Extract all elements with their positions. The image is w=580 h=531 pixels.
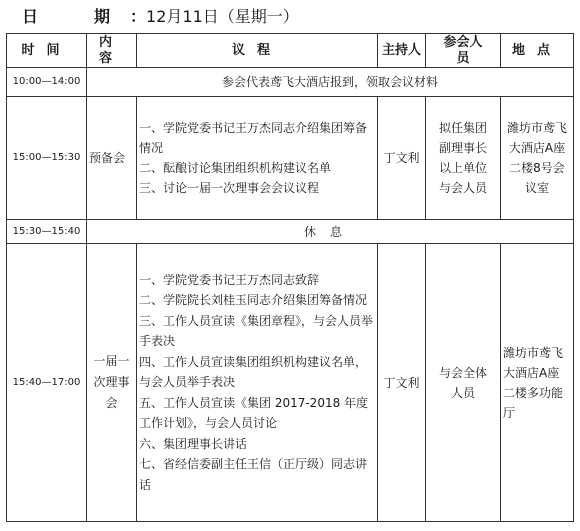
row-agenda: [137, 244, 378, 522]
agenda-item: 一、学院党委书记王万杰同志介绍集团筹备情况: [139, 121, 368, 155]
table-row: [7, 220, 574, 244]
row-attendees: 与会全体人员: [426, 244, 501, 522]
header-row: [7, 34, 574, 68]
header-time: 时间: [7, 34, 87, 68]
date-label: 日 期: [22, 7, 131, 26]
agenda-item: 二、酝酿讨论集团组织机构建议名单: [139, 161, 332, 175]
row-time: 15:40—17:00: [7, 244, 87, 522]
header-agenda: 议程: [137, 34, 378, 68]
row-attendees: 拟任集团副理事长以上单位与会人员: [426, 97, 501, 220]
agenda-item: 六、集团理事长讲话: [139, 436, 248, 451]
agenda-item: 三、讨论一届一次理事会会议议程: [139, 181, 320, 195]
date-value: 12月11日（星期一）: [146, 7, 299, 26]
row-place: 潍坊市鸢飞大酒店A座二楼8号会议室: [501, 97, 574, 220]
row-agenda: [137, 97, 378, 220]
table-row: [7, 97, 574, 220]
row-content: 预备会: [87, 97, 137, 220]
row-time: 15:00—15:30: [7, 97, 87, 220]
table-row: [7, 68, 574, 97]
agenda-item: 一、学院党委书记王万杰同志致辞: [139, 272, 320, 287]
row-host: 丁文利: [378, 244, 426, 522]
schedule-table: [6, 33, 574, 522]
agenda-item: 五、工作人员宣读《集团 2017-2018 年度工作计划》，与会人员讨论: [139, 395, 369, 431]
agenda-item: 二、学院院长刘桂玉同志介绍集团筹备情况: [139, 293, 368, 308]
row-time: 10:00—14:00: [7, 68, 87, 97]
agenda-item: 四、工作人员宣读集团组织机构建议名单，与会人员举手表决: [139, 354, 368, 390]
table-row: [7, 244, 574, 522]
row-time: 15:30—15:40: [7, 220, 87, 244]
row-content: 一届一次理事会: [87, 244, 137, 522]
meeting-date: [22, 4, 299, 30]
row-host: 丁文利: [378, 97, 426, 220]
header-content: 内容: [87, 34, 137, 68]
header-host: 主持人: [378, 34, 426, 68]
agenda-item: 三、工作人员宣读《集团章程》，与会人员举手表决: [139, 313, 374, 349]
date-colon: ：: [130, 7, 147, 26]
agenda-item: 七、省经信委副主任王信（正厅级）同志讲话: [139, 457, 368, 492]
row-merged-text: 休息: [87, 220, 574, 244]
row-merged-text: 参会代表鸢飞大酒店报到，领取会议材料: [87, 68, 574, 97]
header-place: 地点: [501, 34, 574, 68]
row-place: 潍坊市鸢飞大酒店A座二楼多功能厅: [501, 244, 574, 522]
header-attendees: 参会人员: [426, 34, 501, 68]
